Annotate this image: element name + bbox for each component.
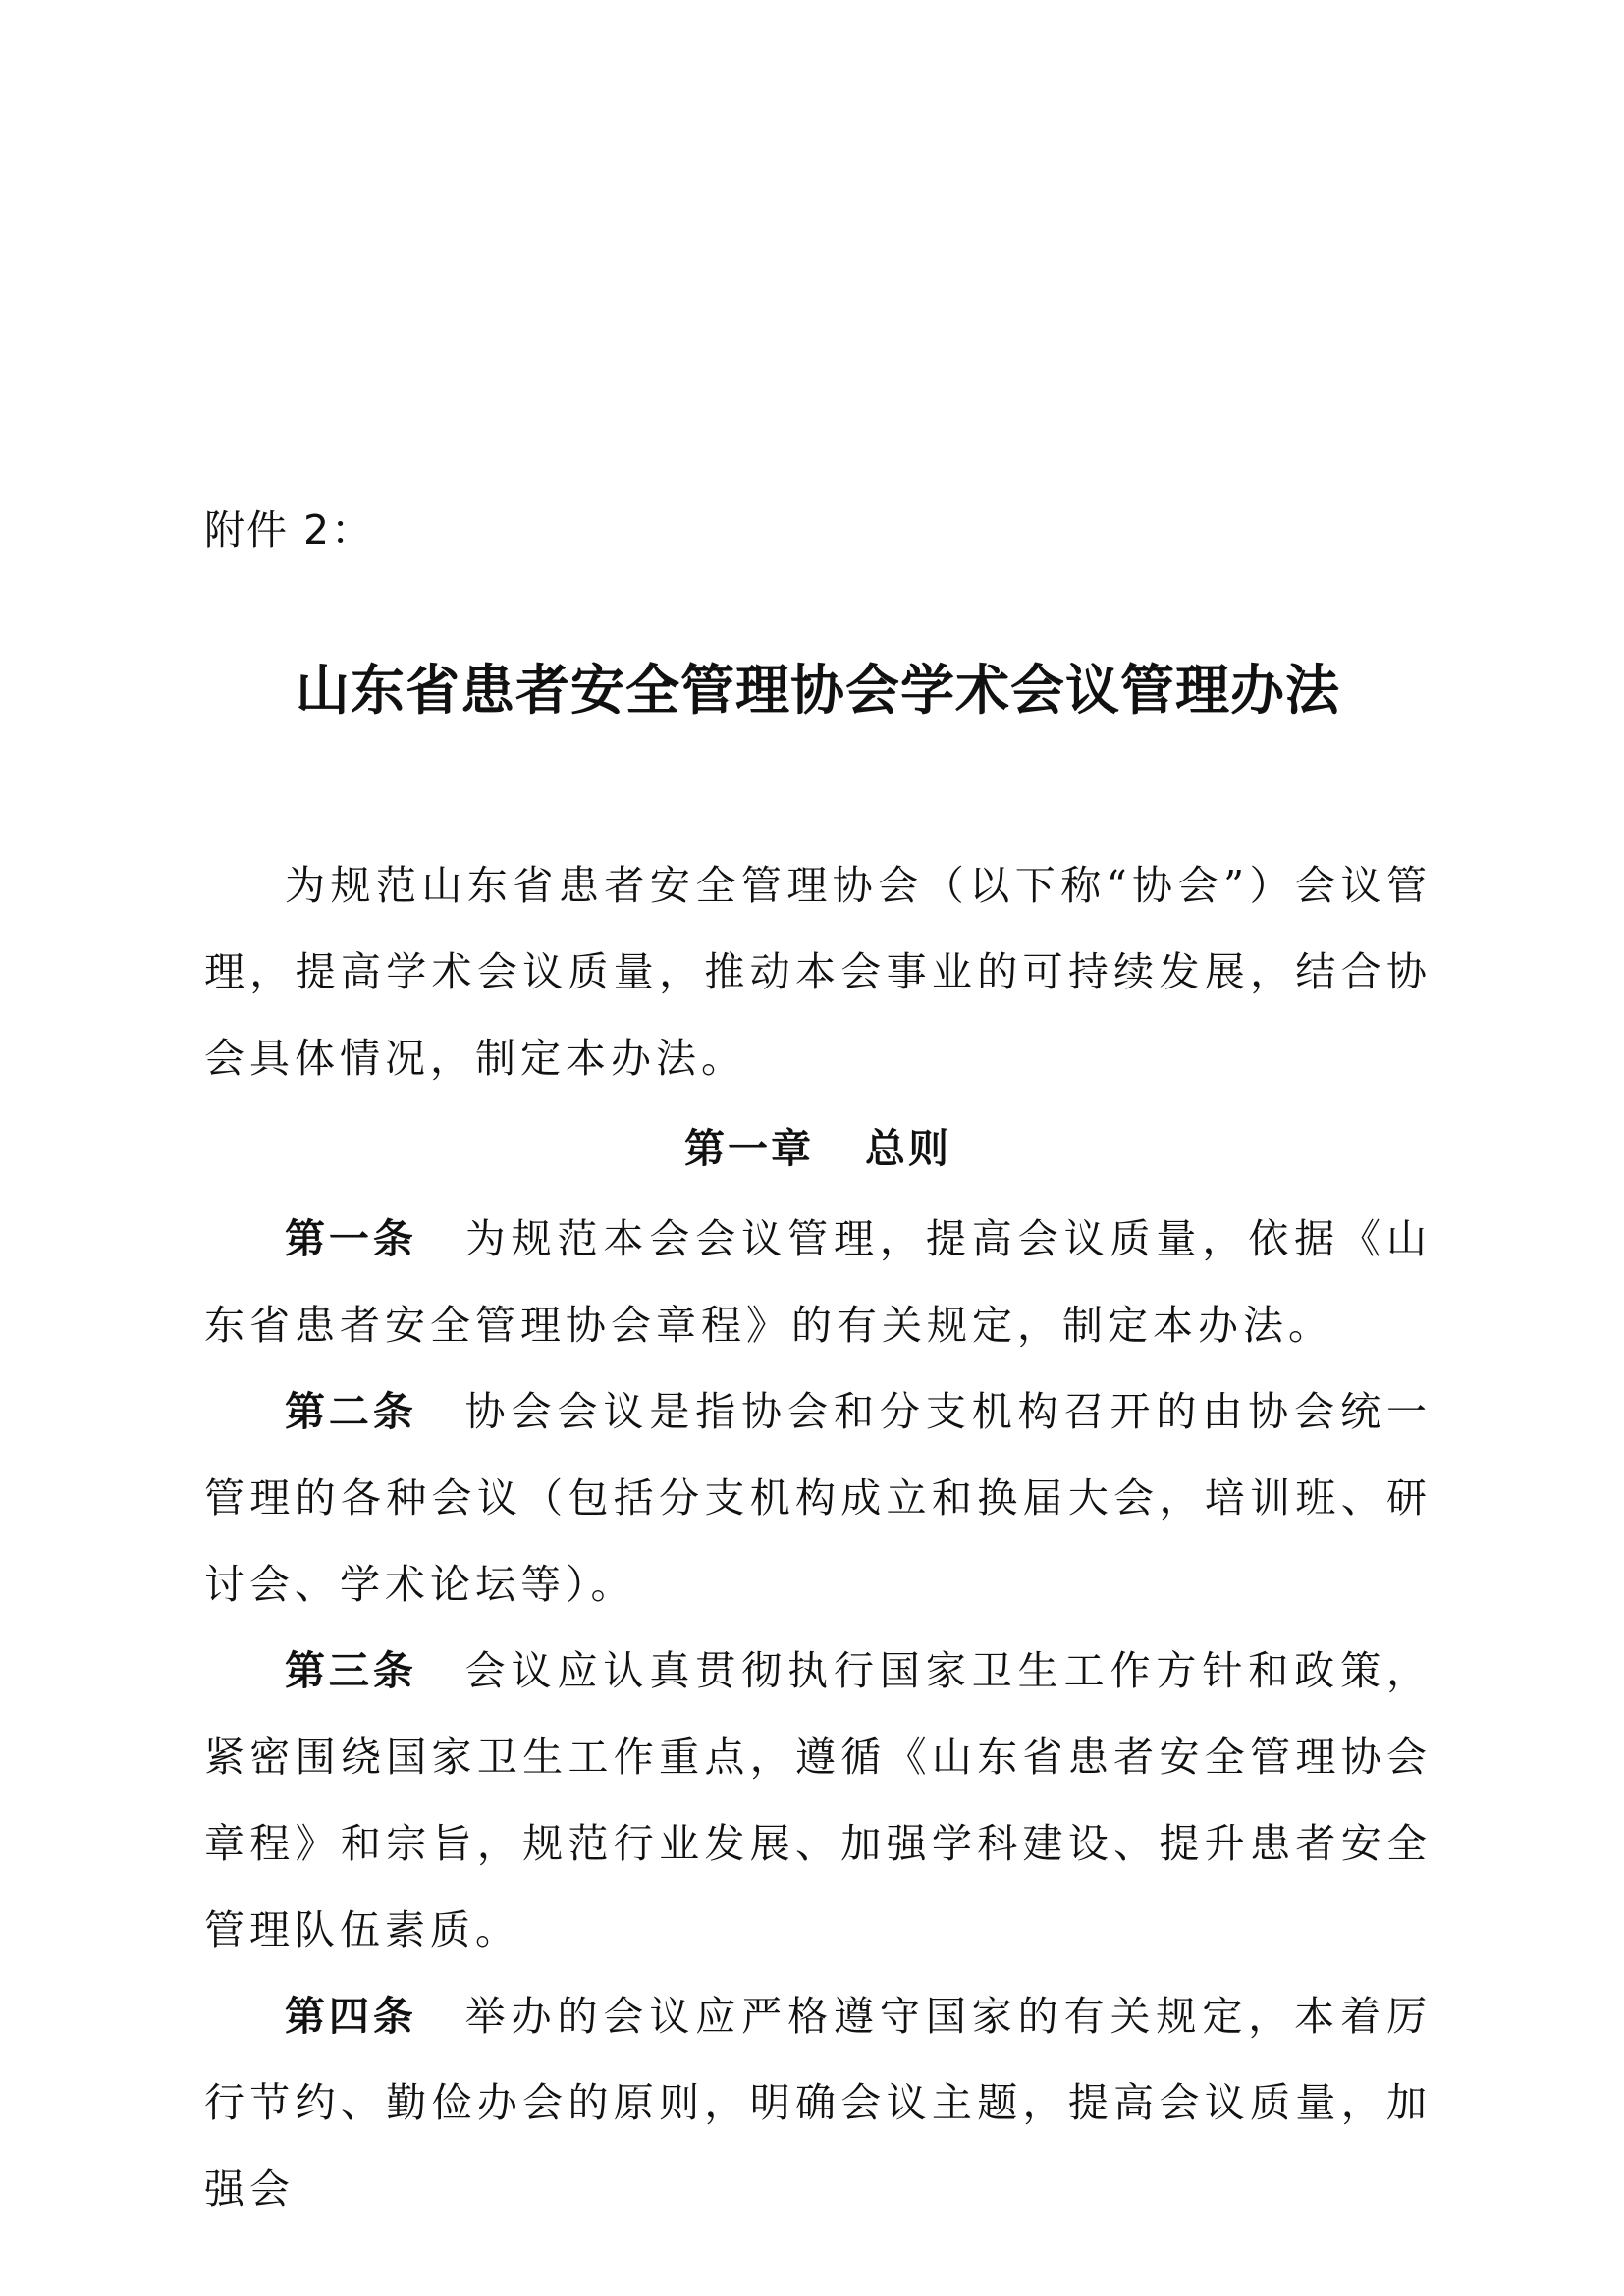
article-label: 第四条 [285, 1993, 417, 2040]
intro-paragraph: 为规范山东省患者安全管理协会（以下称“协会”）会议管理，提高学术会议质量，推动本会事业的可持续发展，结合协会具体情况，制定本办法。 [204, 862, 1432, 1082]
article-paragraph [204, 1368, 1432, 1628]
article-paragraph [204, 1628, 1432, 1973]
article-text: 协会会议是指协会和分支机构召开的由协会统一管理的各种会议（包括分支机构成立和换届大会，培训班、研讨会、学术论坛等）。 [204, 1388, 1432, 1608]
chapter-number: 第一章 [684, 1125, 814, 1172]
article-label: 第一条 [285, 1215, 417, 1262]
article-paragraph [204, 1196, 1432, 1368]
document-body [204, 842, 1432, 2232]
chapter-name: 总则 [865, 1125, 951, 1172]
article-text: 为规范本会会议管理，提高会议质量，依据《山东省患者安全管理协会章程》的有关规定，制定本办法。 [204, 1215, 1432, 1349]
article-label: 第二条 [285, 1388, 417, 1435]
document-content [204, 503, 1432, 2232]
article-text: 会议应认真贯彻执行国家卫生工作方针和政策，紧密围绕国家卫生工作重点，遵循《山东省患者安全管理协会章程》和宗旨，规范行业发展、加强学科建设、提升患者安全管理队伍素质。 [204, 1647, 1432, 1953]
chapter-heading [204, 1101, 1432, 1196]
document-title: 山东省患者安全管理协会学术会议管理办法 [295, 659, 1340, 721]
article-text: 举办的会议应严格遵守国家的有关规定，本着厉行节约、勤俭办会的原则，明确会议主题，提高会议质量，加强会 [204, 1993, 1432, 2213]
article-label: 第三条 [285, 1647, 417, 1694]
article-paragraph [204, 1973, 1432, 2232]
attachment-label: 附件 2： [204, 507, 374, 554]
